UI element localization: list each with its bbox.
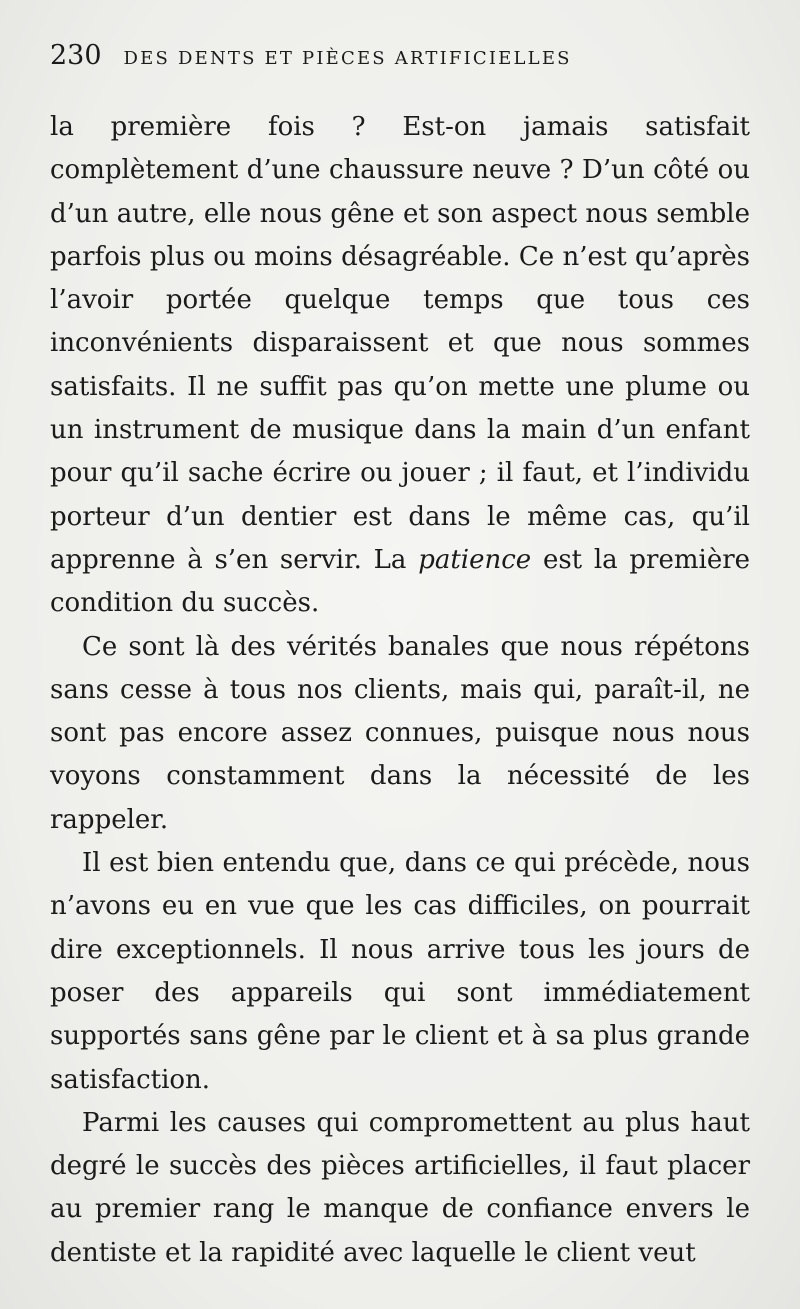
paragraph-3: Il est bien entendu que, dans ce qui précède, nous n’avons eu en vue que les cas difficiles, on pourrait dire exceptionnels. Il nous arrive tous les jours de poser des appareils qui sont immédiatement supportés sans gêne par le client et à sa plus grande satisfaction. <box>50 848 750 1095</box>
page-number: 230 <box>50 40 102 71</box>
paragraph-1 <box>50 106 750 626</box>
paragraph-1-text-before: la première fois ? Est-on jamais satisfait complètement d’une chaussure neuve ? D’un côté ou d’un autre, elle nous gêne et son aspect nous semble parfois plus ou moins désagréable. Ce n’est qu’après l’avoir portée quelque temps que tous ces inconvénients disparaissent et que nous sommes satisfaits. Il ne suffit pas qu’on mette une plume ou un instrument de musique dans la main d’un enfant pour qu’il sache écrire ou jouer ; il faut, et l’individu porteur d’un dentier est dans le même cas, qu’il apprenne à s’en servir. La <box>50 112 750 575</box>
emphasis-patience: patience <box>418 544 532 575</box>
paragraph-2: Ce sont là des vérités banales que nous répétons sans cesse à tous nos clients, mais qui, paraît-il, ne sont pas encore assez connues, puisque nous nous voyons constamment dans la nécessité de les rappeler. <box>50 631 750 835</box>
body-text <box>50 106 750 1275</box>
paragraph-4: Parmi les causes qui compromettent au plus haut degré le succès des pièces artificielles, il faut placer au premier rang le manque de confiance envers le dentiste et la rapidité avec laquelle le client veut <box>50 1107 750 1268</box>
running-head <box>50 40 750 80</box>
paragraph-1-text-after: est la première condition du succès. <box>50 544 751 619</box>
running-title: DES DENTS ET PIÈCES ARTIFICIELLES <box>123 48 572 69</box>
